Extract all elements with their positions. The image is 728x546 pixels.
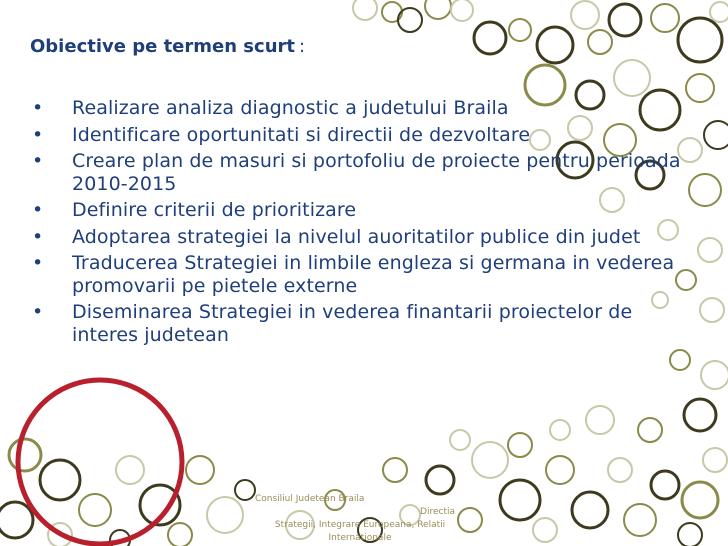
decorative-circle-icon: [168, 523, 192, 546]
bullet-item: [30, 97, 690, 120]
decorative-circle-icon: [451, 0, 473, 21]
decorative-circle-icon: [533, 518, 557, 542]
decorative-circle-icon: [450, 430, 470, 450]
slide-footer: [255, 493, 465, 545]
decorative-circle-icon: [509, 19, 531, 41]
decorative-circle-icon: [9, 439, 41, 471]
decorative-circle-icon: [508, 433, 532, 457]
decorative-circle-icon: [608, 458, 632, 482]
decorative-circle-icon: [546, 456, 574, 484]
decorative-circle-icon: [670, 350, 690, 370]
decorative-circle-icon: [651, 4, 679, 32]
decorative-circle-icon: [472, 442, 508, 478]
bullet-text: Identificare oportunitati si directii de dezvoltare: [72, 123, 531, 146]
bullet-item: [30, 124, 690, 147]
decorative-circle-icon: [79, 494, 111, 526]
footer-line-2: Directia: [420, 507, 455, 517]
decorative-circle-icon: [614, 60, 650, 96]
decorative-circle-icon: [235, 480, 255, 500]
bullet-item: [30, 301, 690, 346]
decorative-circle-icon: [426, 466, 454, 494]
decorative-circle-icon: [588, 30, 612, 54]
decorative-circle-icon: [701, 361, 728, 389]
bullet-dot-icon: •: [32, 199, 44, 221]
title-colon: :: [299, 36, 306, 57]
footer-line-1: Consiliul Judetean Braila: [255, 494, 365, 504]
bullet-dot-icon: •: [32, 301, 44, 323]
bullet-text: Diseminarea Strategiei in vederea finantarii proiectelor de interes judetean: [72, 301, 633, 346]
decorative-circle-icon: [689, 174, 721, 206]
decorative-circle-icon: [698, 238, 722, 262]
bullet-dot-icon: •: [32, 123, 44, 146]
decorative-circle-icon: [398, 8, 422, 32]
decorative-circle-icon: [638, 418, 662, 442]
bullet-list: [30, 97, 690, 350]
decorative-circle-icon: [537, 27, 573, 63]
decorative-circle-icon: [474, 22, 506, 54]
decorative-circle-icon: [571, 1, 599, 29]
decorative-circle-icon: [678, 18, 722, 62]
decorative-circle-icon: [383, 458, 407, 482]
bullet-dot-icon: •: [32, 225, 44, 248]
decorative-circle-icon: [586, 406, 614, 434]
decorative-circle-icon: [40, 460, 80, 500]
bullet-item: [30, 199, 690, 222]
decorative-circle-icon: [651, 471, 679, 499]
footer-line-3: Strategii, Integrare Europeana, Relatii: [274, 520, 446, 530]
bullet-text: Realizare analiza diagnostic a judetului Braila: [72, 97, 509, 119]
bullet-text: Traducerea Strategiei in limbile engleza si germana in vederea promovarii pe pietele externe: [72, 252, 675, 297]
slide-title-text: Obiective pe termen scurt: [30, 36, 295, 57]
decorative-circle-icon: [207, 497, 243, 533]
bullet-dot-icon: •: [32, 150, 44, 172]
decorative-circle-icon: [353, 0, 377, 20]
decorative-circle-icon: [684, 399, 716, 431]
bullet-item: [30, 150, 690, 195]
bullet-item: [30, 252, 690, 297]
decorative-circle-icon: [572, 492, 608, 528]
decorative-circle-icon: [710, 2, 728, 22]
bullet-dot-icon: •: [32, 97, 44, 119]
decorative-circle-icon: [609, 4, 641, 36]
bullet-text: Adoptarea strategiei la nivelul auoritatilor publice din judet: [72, 225, 641, 248]
decorative-circle-icon: [500, 480, 540, 520]
bullet-text: Creare plan de masuri si portofoliu de proiecte pentru perioada 2010-2015: [72, 150, 681, 195]
decorative-circle-icon: [686, 74, 714, 102]
bullet-item: [30, 226, 690, 249]
decorative-circle-icon: [0, 502, 33, 538]
decorative-circle-icon: [425, 0, 451, 19]
decorative-circle-icon: [678, 523, 702, 546]
slide-title: [30, 36, 305, 57]
bullet-text: Definire criterii de prioritizare: [72, 199, 357, 221]
decorative-circle-icon: [550, 420, 570, 440]
decorative-circle-icon: [116, 456, 144, 484]
decorative-circle-icon: [624, 504, 656, 536]
bullet-dot-icon: •: [32, 252, 44, 274]
decorative-circle-icon: [682, 482, 718, 518]
decorative-circle-icon: [186, 456, 214, 484]
decorative-circle-icon: [704, 121, 728, 149]
red-ring-circle-icon: [18, 380, 182, 544]
footer-line-4: Internationale: [328, 533, 392, 543]
decorative-circle-icon: [700, 298, 724, 322]
decorative-circle-icon: [703, 448, 727, 472]
